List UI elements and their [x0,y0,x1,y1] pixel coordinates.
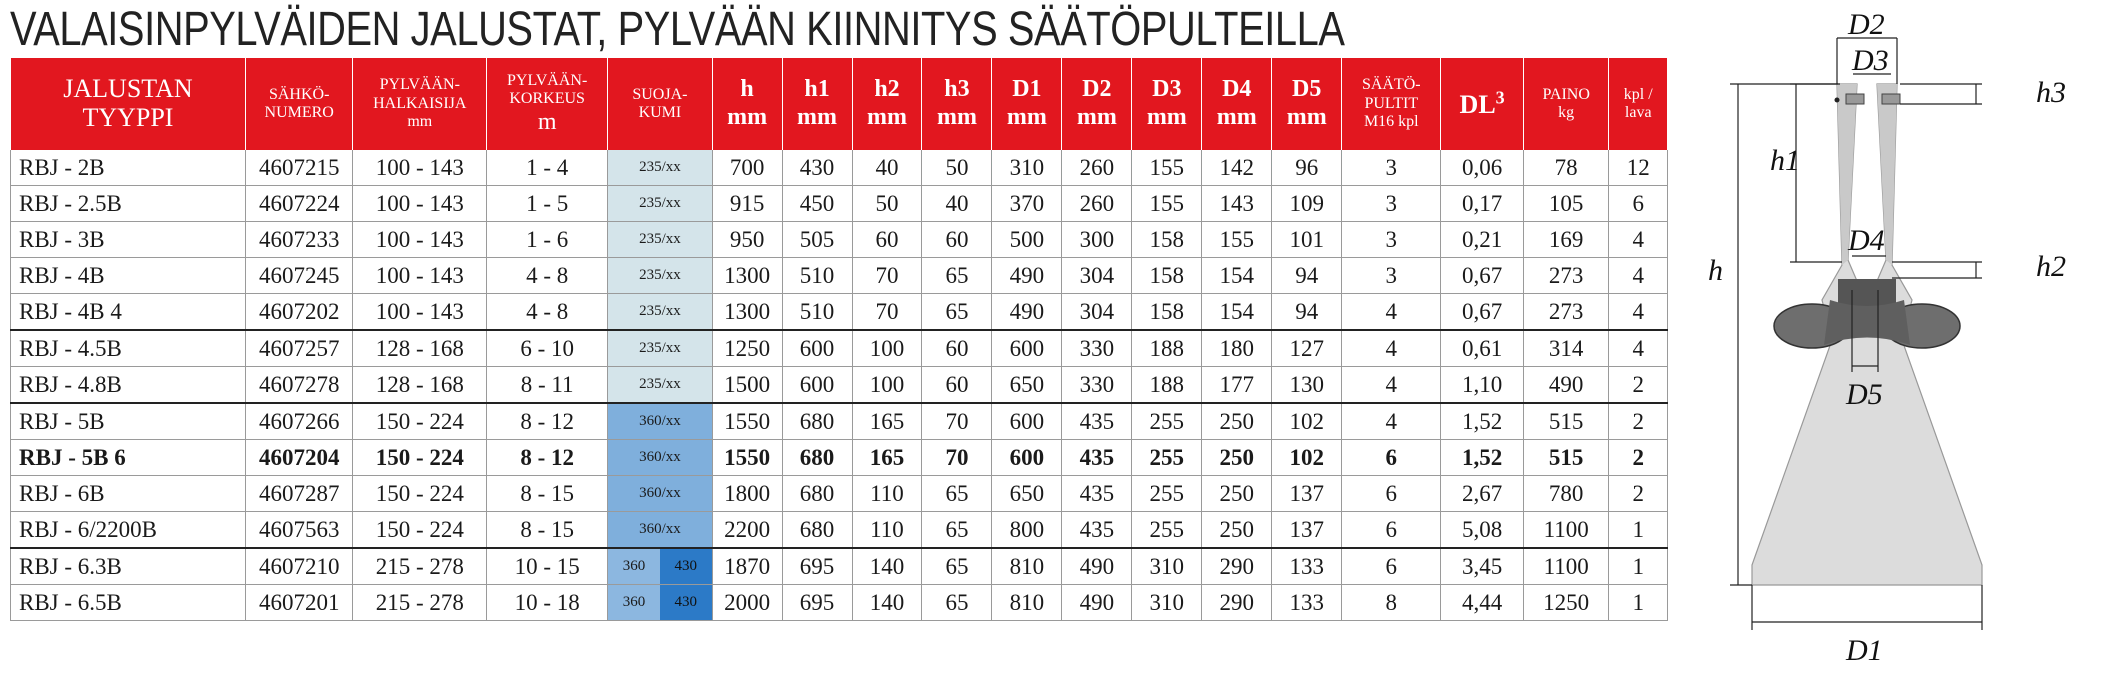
cell-h: 1250 [712,330,782,367]
bolt-left [1846,94,1864,104]
cell-type: RBJ - 4.8B [11,367,246,404]
header-h: h mm [712,58,782,150]
label-h: h [1708,254,1723,287]
cell-h: 1550 [712,403,782,440]
cell-d2: 435 [1062,403,1132,440]
cell-number: 4607245 [245,258,353,294]
cell-d2: 435 [1062,476,1132,512]
cell-d2: 300 [1062,222,1132,258]
cell-diameter: 100 - 143 [353,150,487,186]
header-weight: PAINO kg [1523,58,1609,150]
header-d5: D5 mm [1272,58,1342,150]
cell-pallet: 2 [1609,403,1668,440]
cell-weight: 314 [1523,330,1609,367]
cell-d5: 109 [1272,186,1342,222]
cell-d2: 490 [1062,585,1132,621]
cell-type: RBJ - 2B [11,150,246,186]
cell-d4: 154 [1202,294,1272,331]
cell-type: RBJ - 6.5B [11,585,246,621]
cell-d2: 304 [1062,258,1132,294]
cell-bolts: 6 [1342,548,1441,585]
cell-diameter: 150 - 224 [353,512,487,549]
cell-diameter: 150 - 224 [353,403,487,440]
cell-diameter: 100 - 143 [353,258,487,294]
header-row [11,58,1668,150]
label-h1: h1 [1770,144,1800,177]
cell-d5: 133 [1272,548,1342,585]
cell-d4: 142 [1202,150,1272,186]
cell-number: 4607201 [245,585,353,621]
cell-d4: 290 [1202,585,1272,621]
cell-d3: 155 [1132,186,1202,222]
cell-height: 4 - 8 [487,258,608,294]
cell-bolts: 3 [1342,222,1441,258]
cell-weight: 273 [1523,258,1609,294]
cell-rubber: 235/xx [608,222,712,258]
cell-pallet: 6 [1609,186,1668,222]
header-h3: h3 mm [922,58,992,150]
table-row [11,222,1668,258]
table-row [11,367,1668,404]
cell-h: 2200 [712,512,782,549]
cell-d2: 435 [1062,512,1132,549]
header-d1: D1 mm [992,58,1062,150]
table-row [11,585,1668,621]
cell-dl: 5,08 [1441,512,1523,549]
cell-h2: 40 [852,150,922,186]
cell-dl: 3,45 [1441,548,1523,585]
cell-d4: 154 [1202,258,1272,294]
cell-d4: 250 [1202,512,1272,549]
cell-d2: 260 [1062,186,1132,222]
cell-d1: 800 [992,512,1062,549]
cell-type: RBJ - 2.5B [11,186,246,222]
cell-height: 8 - 11 [487,367,608,404]
cell-bolts: 6 [1342,512,1441,549]
table-row [11,258,1668,294]
header-type: JALUSTAN TYYPPI [11,58,246,150]
cell-h1: 450 [782,186,852,222]
cell-h1: 510 [782,294,852,331]
cell-d5: 133 [1272,585,1342,621]
cell-h3: 70 [922,440,992,476]
cell-dl: 0,67 [1441,294,1523,331]
cell-dl: 1,52 [1441,440,1523,476]
cell-d2: 435 [1062,440,1132,476]
cell-height: 8 - 15 [487,512,608,549]
cell-d3: 255 [1132,403,1202,440]
cell-type: RBJ - 5B 6 [11,440,246,476]
cell-rubber [608,585,712,621]
cell-d4: 143 [1202,186,1272,222]
cell-height: 8 - 15 [487,476,608,512]
header-diameter: PYLVÄÄN- HALKAISIJA mm [353,58,487,150]
header-d2: D2 mm [1062,58,1132,150]
cell-h3: 40 [922,186,992,222]
cell-bolts: 3 [1342,186,1441,222]
label-d3: D3 [1852,44,1889,77]
cell-h3: 65 [922,585,992,621]
cell-height: 1 - 5 [487,186,608,222]
header-d4: D4 mm [1202,58,1272,150]
cell-dl: 1,52 [1441,403,1523,440]
cell-d3: 158 [1132,222,1202,258]
header-bolts: SÄÄTÖ- PULTIT M16 kpl [1342,58,1441,150]
cell-d4: 290 [1202,548,1272,585]
cell-d1: 600 [992,330,1062,367]
cell-d4: 180 [1202,330,1272,367]
header-rubber: SUOJA- KUMI [608,58,712,150]
cell-bolts: 4 [1342,403,1441,440]
cell-weight: 490 [1523,367,1609,404]
table-row [11,150,1668,186]
cell-d5: 101 [1272,222,1342,258]
cell-rubber: 235/xx [608,367,712,404]
cell-height: 1 - 4 [487,150,608,186]
cell-h3: 60 [922,367,992,404]
table-row [11,548,1668,585]
cell-d5: 127 [1272,330,1342,367]
page-title: VALAISINPYLVÄIDEN JALUSTAT, PYLVÄÄN KIINNITYS SÄÄTÖPULTEILLA [10,3,1345,56]
cell-h: 1800 [712,476,782,512]
cell-type: RBJ - 5B [11,403,246,440]
cell-h: 700 [712,150,782,186]
cell-h3: 60 [922,222,992,258]
cell-height: 1 - 6 [487,222,608,258]
label-d2: D2 [1848,8,1885,41]
cell-rubber: 235/xx [608,294,712,331]
cell-dl: 0,06 [1441,150,1523,186]
cell-d5: 137 [1272,512,1342,549]
cell-pallet: 2 [1609,440,1668,476]
cell-h1: 695 [782,585,852,621]
cell-d1: 650 [992,367,1062,404]
cell-d3: 310 [1132,585,1202,621]
cell-d5: 94 [1272,294,1342,331]
label-d1: D1 [1846,634,1883,667]
cell-dl: 0,21 [1441,222,1523,258]
cell-d5: 130 [1272,367,1342,404]
bolt-right [1882,94,1900,104]
base-diagram [1690,0,2111,672]
header-h2: h2 mm [852,58,922,150]
cell-diameter: 150 - 224 [353,440,487,476]
cell-d5: 96 [1272,150,1342,186]
cell-bolts: 6 [1342,440,1441,476]
cell-d1: 600 [992,440,1062,476]
cell-h1: 505 [782,222,852,258]
cell-h1: 430 [782,150,852,186]
cell-h3: 50 [922,150,992,186]
cell-rubber: 360/xx [608,512,712,549]
cell-number: 4607287 [245,476,353,512]
cell-weight: 1250 [1523,585,1609,621]
cell-h2: 100 [852,330,922,367]
cell-d2: 304 [1062,294,1132,331]
rubber-size-a: 360 [622,558,646,574]
cell-rubber: 360/xx [608,476,712,512]
cell-h2: 140 [852,585,922,621]
cell-dl: 0,61 [1441,330,1523,367]
cell-dl: 1,10 [1441,367,1523,404]
cell-diameter: 100 - 143 [353,222,487,258]
cell-number: 4607563 [245,512,353,549]
cell-weight: 515 [1523,440,1609,476]
cell-d1: 810 [992,585,1062,621]
cell-d1: 600 [992,403,1062,440]
cell-height: 8 - 12 [487,440,608,476]
cell-bolts: 4 [1342,367,1441,404]
cell-weight: 780 [1523,476,1609,512]
cell-d4: 250 [1202,403,1272,440]
cell-d1: 490 [992,294,1062,331]
cell-h: 1550 [712,440,782,476]
cell-pallet: 1 [1609,585,1668,621]
cell-h2: 140 [852,548,922,585]
cell-h2: 110 [852,476,922,512]
cell-d1: 810 [992,548,1062,585]
cell-h2: 50 [852,186,922,222]
cell-number: 4607266 [245,403,353,440]
cell-d1: 370 [992,186,1062,222]
label-h3: h3 [2036,76,2066,109]
cell-d4: 250 [1202,440,1272,476]
label-d4: D4 [1848,224,1885,257]
cell-height: 10 - 15 [487,548,608,585]
cell-rubber [608,548,712,585]
cell-dl: 4,44 [1441,585,1523,621]
cell-pallet: 2 [1609,367,1668,404]
cell-number: 4607278 [245,367,353,404]
cell-h: 1500 [712,367,782,404]
cell-diameter: 215 - 278 [353,585,487,621]
cell-h1: 680 [782,476,852,512]
cell-h2: 70 [852,258,922,294]
cell-h1: 510 [782,258,852,294]
cell-number: 4607202 [245,294,353,331]
cell-h1: 680 [782,403,852,440]
cell-pallet: 12 [1609,150,1668,186]
cell-number: 4607210 [245,548,353,585]
cell-d1: 310 [992,150,1062,186]
cell-bolts: 6 [1342,476,1441,512]
cell-h1: 600 [782,367,852,404]
cell-diameter: 128 - 168 [353,330,487,367]
cell-h2: 110 [852,512,922,549]
cell-h: 915 [712,186,782,222]
cell-h2: 100 [852,367,922,404]
table-row [11,512,1668,549]
cell-rubber: 235/xx [608,150,712,186]
cell-h2: 60 [852,222,922,258]
cell-pallet: 4 [1609,330,1668,367]
rubber-size-b: 430 [660,585,712,620]
cell-h3: 70 [922,403,992,440]
cell-d4: 177 [1202,367,1272,404]
cell-h3: 65 [922,512,992,549]
cell-weight: 273 [1523,294,1609,331]
cell-height: 10 - 18 [487,585,608,621]
cell-d5: 137 [1272,476,1342,512]
cell-number: 4607204 [245,440,353,476]
rubber-size-a: 360 [622,594,646,610]
cell-bolts: 3 [1342,258,1441,294]
cell-h: 2000 [712,585,782,621]
cell-weight: 169 [1523,222,1609,258]
cell-bolts: 4 [1342,294,1441,331]
cell-pallet: 4 [1609,294,1668,331]
cell-d3: 255 [1132,476,1202,512]
cell-rubber: 235/xx [608,330,712,367]
cell-pallet: 1 [1609,548,1668,585]
cell-d3: 310 [1132,548,1202,585]
cell-d3: 158 [1132,258,1202,294]
cell-h3: 65 [922,294,992,331]
cell-d2: 260 [1062,150,1132,186]
cell-diameter: 128 - 168 [353,367,487,404]
cell-number: 4607257 [245,330,353,367]
cell-bolts: 4 [1342,330,1441,367]
cell-dl: 0,67 [1441,258,1523,294]
table-row [11,294,1668,331]
header-pallet: kpl / lava [1609,58,1668,150]
cell-rubber: 360/xx [608,440,712,476]
cell-d4: 155 [1202,222,1272,258]
cell-type: RBJ - 4B 4 [11,294,246,331]
cell-pallet: 4 [1609,222,1668,258]
cell-weight: 78 [1523,150,1609,186]
spec-table [10,58,1668,621]
cell-d4: 250 [1202,476,1272,512]
header-height: PYLVÄÄN- KORKEUS m [487,58,608,150]
cell-diameter: 100 - 143 [353,294,487,331]
cell-d3: 255 [1132,440,1202,476]
cell-h3: 65 [922,476,992,512]
cell-type: RBJ - 6B [11,476,246,512]
cell-h3: 60 [922,330,992,367]
cell-d5: 94 [1272,258,1342,294]
cell-number: 4607215 [245,150,353,186]
cell-dl: 0,17 [1441,186,1523,222]
cell-weight: 1100 [1523,512,1609,549]
cell-h: 1870 [712,548,782,585]
cell-d3: 158 [1132,294,1202,331]
cell-h3: 65 [922,258,992,294]
cell-rubber: 235/xx [608,258,712,294]
cell-d1: 650 [992,476,1062,512]
cell-type: RBJ - 4B [11,258,246,294]
cell-height: 8 - 12 [487,403,608,440]
cell-d3: 255 [1132,512,1202,549]
cell-h: 1300 [712,294,782,331]
cell-height: 4 - 8 [487,294,608,331]
cell-diameter: 150 - 224 [353,476,487,512]
table-row [11,440,1668,476]
cell-d5: 102 [1272,403,1342,440]
cell-type: RBJ - 6/2200B [11,512,246,549]
cell-h3: 65 [922,548,992,585]
header-number: SÄHKÖ- NUMERO [245,58,353,150]
cell-rubber: 360/xx [608,403,712,440]
cell-d1: 490 [992,258,1062,294]
cell-d2: 490 [1062,548,1132,585]
cell-rubber: 235/xx [608,186,712,222]
cell-number: 4607224 [245,186,353,222]
cell-h2: 70 [852,294,922,331]
cell-h1: 695 [782,548,852,585]
cell-h2: 165 [852,403,922,440]
cell-d5: 102 [1272,440,1342,476]
cell-h1: 680 [782,512,852,549]
cell-pallet: 2 [1609,476,1668,512]
cell-diameter: 100 - 143 [353,186,487,222]
cell-height: 6 - 10 [487,330,608,367]
table-row [11,403,1668,440]
table-row [11,186,1668,222]
rubber-size-b: 430 [660,549,712,584]
table-row [11,476,1668,512]
cell-bolts: 3 [1342,150,1441,186]
cell-d3: 188 [1132,367,1202,404]
label-d5: D5 [1846,378,1883,411]
cell-dl: 2,67 [1441,476,1523,512]
header-h1: h1 mm [782,58,852,150]
cell-d2: 330 [1062,330,1132,367]
header-dl: $DL^3$ [1441,58,1523,150]
cell-h: 1300 [712,258,782,294]
cell-pallet: 4 [1609,258,1668,294]
cell-type: RBJ - 3B [11,222,246,258]
cell-bolts: 8 [1342,585,1441,621]
header-d3: D3 mm [1132,58,1202,150]
cell-number: 4607233 [245,222,353,258]
label-h2: h2 [2036,250,2066,283]
cell-h: 950 [712,222,782,258]
cell-h2: 165 [852,440,922,476]
cell-d1: 500 [992,222,1062,258]
cell-weight: 105 [1523,186,1609,222]
cell-d3: 155 [1132,150,1202,186]
table-row [11,330,1668,367]
cell-d2: 330 [1062,367,1132,404]
cell-weight: 1100 [1523,548,1609,585]
cell-type: RBJ - 6.3B [11,548,246,585]
cell-h1: 600 [782,330,852,367]
cell-d3: 188 [1132,330,1202,367]
cell-type: RBJ - 4.5B [11,330,246,367]
cell-pallet: 1 [1609,512,1668,549]
cell-h1: 680 [782,440,852,476]
cell-diameter: 215 - 278 [353,548,487,585]
cell-weight: 515 [1523,403,1609,440]
